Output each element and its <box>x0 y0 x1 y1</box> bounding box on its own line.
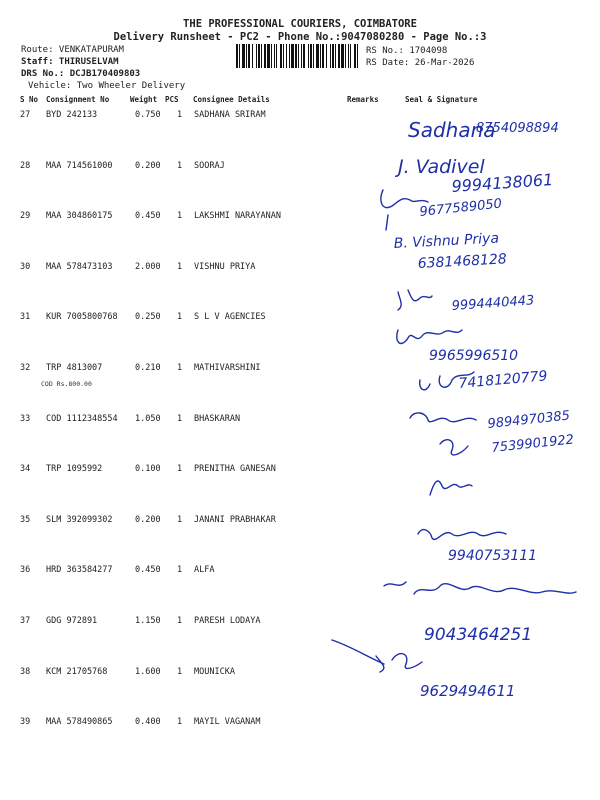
row-consignment-no: MAA 304860175 <box>46 211 113 221</box>
barcode-bar <box>276 44 277 68</box>
row-consignment-no: BYD 242133 <box>46 110 98 120</box>
company-title: THE PROFESSIONAL COURIERS, COIMBATORE <box>183 18 417 30</box>
signature-row34-phone: 9894970385 <box>486 408 571 432</box>
signature-scribble-39 <box>332 640 422 672</box>
row-sno: 32 <box>20 363 31 373</box>
barcode-bar <box>350 44 351 68</box>
row-sno: 35 <box>20 515 31 525</box>
signature-scribble-33 <box>420 372 474 390</box>
signature-scribble-36 <box>430 481 472 495</box>
row-weight: 0.400 <box>135 717 161 727</box>
row-weight: 0.200 <box>135 515 161 525</box>
signature-scribble-32 <box>397 330 462 343</box>
row-weight: 0.200 <box>135 161 161 171</box>
row-sno: 31 <box>20 312 31 322</box>
signature-scribble-38 <box>384 582 576 594</box>
row-sno: 36 <box>20 565 31 575</box>
barcode-bar <box>301 44 302 68</box>
row-consignee: PARESH LODAYA <box>194 616 261 626</box>
barcode-bar <box>295 44 297 68</box>
runsheet-subtitle: Delivery Runsheet - PC2 - Phone No.:9047080280 - Page No.:3 <box>113 31 487 43</box>
barcode-bar <box>242 44 245 68</box>
rs-number: RS No.: 1704098 <box>366 46 448 56</box>
row-weight: 0.450 <box>135 565 161 575</box>
signature-vishnu-name: B. Vishnu Priya <box>393 230 500 252</box>
row-weight: 0.210 <box>135 363 161 373</box>
row-consignee: MAYIL VAGANAM <box>194 717 261 727</box>
signature-row29-phone: 9677589050 <box>418 196 503 220</box>
signature-row32-phone: 9965996510 <box>429 348 519 364</box>
cod-amount-note: COD Rs.800.00 <box>41 380 92 388</box>
barcode-bar <box>330 44 331 68</box>
signature-row39-phone-2: 9629494611 <box>420 682 516 700</box>
barcode-bar <box>256 44 257 68</box>
row-pcs: 1 <box>177 515 183 525</box>
barcode-bar <box>354 44 356 68</box>
row-consignee: VISHNU PRIYA <box>194 262 256 272</box>
row-pcs: 1 <box>177 211 183 221</box>
row-consignment-no: MAA 578490865 <box>46 717 113 727</box>
signature-vadivel-phone: 9994138061 <box>450 169 554 196</box>
col-remarks: Remarks <box>347 95 379 104</box>
barcode-bar <box>310 44 312 68</box>
barcode-bar <box>261 44 262 68</box>
row-weight: 0.100 <box>135 464 161 474</box>
row-consignment-no: KCM 21705768 <box>46 667 108 677</box>
barcode-bar <box>274 44 275 68</box>
signature-scribble-34 <box>410 413 476 422</box>
row-pcs: 1 <box>177 667 183 677</box>
row-sno: 30 <box>20 262 31 272</box>
barcode-bar <box>291 44 294 68</box>
row-consignment-no: KUR 7005800768 <box>46 312 118 322</box>
row-consignee: S L V AGENCIES <box>194 312 266 322</box>
signature-sadhana-name: Sadhana <box>408 118 496 142</box>
barcode-bar <box>267 44 270 68</box>
row-sno: 29 <box>20 211 31 221</box>
row-consignee: PRENITHA GANESAN <box>194 464 276 474</box>
signature-scribble-29 <box>381 190 428 208</box>
signature-row35-phone: 7539901922 <box>490 432 575 456</box>
col-consignee: Consignee Details <box>193 95 270 104</box>
signature-row31-phone: 9994440443 <box>451 293 535 314</box>
row-consignment-no: MAA 714561000 <box>46 161 113 171</box>
row-consignment-no: HRD 363584277 <box>46 565 113 575</box>
barcode-bar <box>252 44 253 68</box>
row-sno: 39 <box>20 717 31 727</box>
barcode <box>236 44 360 68</box>
row-consignee: SOORAJ <box>194 161 225 171</box>
barcode-bar <box>280 44 282 68</box>
barcode-bar <box>345 44 346 68</box>
row-weight: 0.250 <box>135 312 161 322</box>
row-consignment-no: SLM 392099302 <box>46 515 113 525</box>
row-consignee: ALFA <box>194 565 215 575</box>
barcode-bar <box>286 44 287 68</box>
row-weight: 1.600 <box>135 667 161 677</box>
barcode-bar <box>303 44 305 68</box>
row-pcs: 1 <box>177 312 183 322</box>
row-pcs: 1 <box>177 616 183 626</box>
barcode-bar <box>264 44 266 68</box>
row-consignment-no: COD 1112348554 <box>46 414 118 424</box>
row-consignment-no: MAA 578473103 <box>46 262 113 272</box>
signature-vishnu-phone: 6381468128 <box>417 251 508 272</box>
signature-stroke-29 <box>386 215 388 230</box>
barcode-bar <box>258 44 260 68</box>
barcode-bar <box>320 44 321 68</box>
barcode-bar <box>357 44 358 68</box>
row-pcs: 1 <box>177 363 183 373</box>
barcode-bar <box>316 44 319 68</box>
signature-scribble-37 <box>418 530 506 540</box>
barcode-bar <box>248 44 250 68</box>
barcode-bar <box>283 44 284 68</box>
signature-scribble-35 <box>440 440 468 455</box>
barcode-bar <box>335 44 336 68</box>
barcode-bar <box>239 44 240 68</box>
row-sno: 28 <box>20 161 31 171</box>
signature-scribble-31 <box>398 290 432 310</box>
barcode-bar <box>332 44 334 68</box>
row-sno: 37 <box>20 616 31 626</box>
barcode-bar <box>308 44 309 68</box>
row-sno: 38 <box>20 667 31 677</box>
row-weight: 0.750 <box>135 110 161 120</box>
barcode-bar <box>338 44 340 68</box>
row-sno: 33 <box>20 414 31 424</box>
row-pcs: 1 <box>177 565 183 575</box>
barcode-bar <box>271 44 272 68</box>
barcode-bar <box>289 44 290 68</box>
barcode-bar <box>322 44 324 68</box>
row-weight: 2.000 <box>135 262 161 272</box>
row-weight: 1.150 <box>135 616 161 626</box>
row-consignee: LAKSHMI NARAYANAN <box>194 211 281 221</box>
row-consignment-no: GDG 972891 <box>46 616 98 626</box>
col-consignment: Consignment No <box>46 95 110 104</box>
col-seal-signature: Seal & Signature <box>405 95 478 104</box>
row-consignee: SADHANA SRIRAM <box>194 110 266 120</box>
col-pcs: PCS <box>165 95 179 104</box>
row-consignee: BHASKARAN <box>194 414 241 424</box>
row-pcs: 1 <box>177 414 183 424</box>
rs-date: RS Date: 26-Mar-2026 <box>366 58 475 68</box>
row-consignee: JANANI PRABHAKAR <box>194 515 276 525</box>
row-sno: 27 <box>20 110 31 120</box>
signature-row39-phone: 9043464251 <box>424 625 533 645</box>
row-consignee: MATHIVARSHINI <box>194 363 261 373</box>
barcode-bar <box>341 44 344 68</box>
row-consignment-no: TRP 4813007 <box>46 363 103 373</box>
row-pcs: 1 <box>177 161 183 171</box>
row-pcs: 1 <box>177 717 183 727</box>
staff-label: Staff: THIRUSELVAM <box>21 57 119 67</box>
barcode-bar <box>298 44 299 68</box>
signature-vadivel-name: J. Vadivel <box>398 156 485 178</box>
col-sno: S No <box>20 95 39 104</box>
barcode-bar <box>326 44 327 68</box>
vehicle-label: Vehicle: Two Wheeler Delivery <box>28 81 186 91</box>
barcode-bar <box>348 44 349 68</box>
row-consignee: MOUNICKA <box>194 667 235 677</box>
signature-row37-phone: 9940753111 <box>448 548 538 564</box>
row-sno: 34 <box>20 464 31 474</box>
signature-row33-phone: 7418120779 <box>457 368 549 392</box>
drs-label: DRS No.: DCJB170409803 <box>21 69 141 79</box>
row-pcs: 1 <box>177 464 183 474</box>
signature-sadhana-phone: 8754098894 <box>476 121 559 136</box>
barcode-bar <box>313 44 314 68</box>
row-pcs: 1 <box>177 262 183 272</box>
barcode-bar <box>246 44 247 68</box>
row-weight: 1.050 <box>135 414 161 424</box>
barcode-bar <box>236 44 238 68</box>
row-weight: 0.450 <box>135 211 161 221</box>
row-pcs: 1 <box>177 110 183 120</box>
row-consignment-no: TRP 1095992 <box>46 464 103 474</box>
route-label: Route: VENKATAPURAM <box>21 45 124 55</box>
col-weight: Weight <box>130 95 158 104</box>
